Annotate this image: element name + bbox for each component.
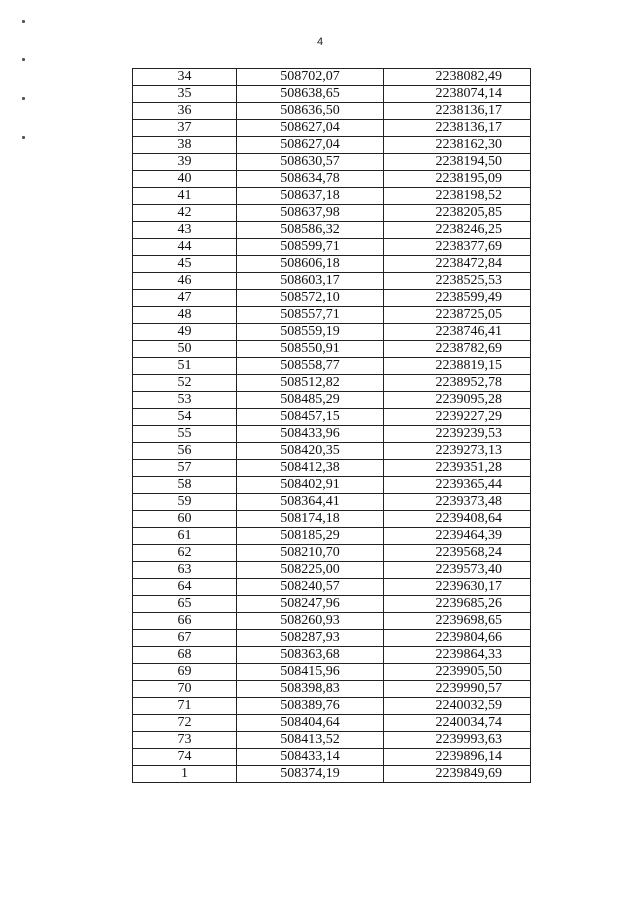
x-coordinate-cell: 508433,96 xyxy=(237,426,384,443)
x-coordinate-cell: 508606,18 xyxy=(237,256,384,273)
table-row xyxy=(133,528,531,545)
point-number-cell: 55 xyxy=(133,426,237,443)
point-number-cell: 72 xyxy=(133,715,237,732)
y-coordinate-cell: 2239568,24 xyxy=(384,545,531,562)
x-coordinate-cell: 508627,04 xyxy=(237,120,384,137)
y-coordinate-cell: 2239804,66 xyxy=(384,630,531,647)
x-coordinate-cell: 508603,17 xyxy=(237,273,384,290)
point-number-cell: 39 xyxy=(133,154,237,171)
x-coordinate-cell: 508559,19 xyxy=(237,324,384,341)
point-number-cell: 67 xyxy=(133,630,237,647)
point-number-cell: 73 xyxy=(133,732,237,749)
x-coordinate-cell: 508572,10 xyxy=(237,290,384,307)
table-row xyxy=(133,205,531,222)
y-coordinate-cell: 2239864,33 xyxy=(384,647,531,664)
table-row xyxy=(133,103,531,120)
y-coordinate-cell: 2239373,48 xyxy=(384,494,531,511)
x-coordinate-cell: 508637,98 xyxy=(237,205,384,222)
table-row xyxy=(133,545,531,562)
table-row xyxy=(133,477,531,494)
x-coordinate-cell: 508287,93 xyxy=(237,630,384,647)
point-number-cell: 71 xyxy=(133,698,237,715)
point-number-cell: 40 xyxy=(133,171,237,188)
point-number-cell: 49 xyxy=(133,324,237,341)
x-coordinate-cell: 508247,96 xyxy=(237,596,384,613)
x-coordinate-cell: 508702,07 xyxy=(237,69,384,86)
point-number-cell: 57 xyxy=(133,460,237,477)
x-coordinate-cell: 508185,29 xyxy=(237,528,384,545)
y-coordinate-cell: 2239365,44 xyxy=(384,477,531,494)
point-number-cell: 66 xyxy=(133,613,237,630)
table-row xyxy=(133,766,531,783)
y-coordinate-cell: 2239993,63 xyxy=(384,732,531,749)
x-coordinate-cell: 508374,19 xyxy=(237,766,384,783)
point-number-cell: 62 xyxy=(133,545,237,562)
point-number-cell: 44 xyxy=(133,239,237,256)
point-number-cell: 56 xyxy=(133,443,237,460)
y-coordinate-cell: 2238136,17 xyxy=(384,103,531,120)
table-row xyxy=(133,409,531,426)
table-row xyxy=(133,647,531,664)
scan-margin-mark xyxy=(22,58,25,61)
point-number-cell: 63 xyxy=(133,562,237,579)
y-coordinate-cell: 2238782,69 xyxy=(384,341,531,358)
y-coordinate-cell: 2238725,05 xyxy=(384,307,531,324)
point-number-cell: 65 xyxy=(133,596,237,613)
x-coordinate-cell: 508404,64 xyxy=(237,715,384,732)
x-coordinate-cell: 508557,71 xyxy=(237,307,384,324)
point-number-cell: 74 xyxy=(133,749,237,766)
y-coordinate-cell: 2238082,49 xyxy=(384,69,531,86)
table-row xyxy=(133,324,531,341)
table-row xyxy=(133,630,531,647)
y-coordinate-cell: 2239573,40 xyxy=(384,562,531,579)
table-row xyxy=(133,460,531,477)
y-coordinate-cell: 2238952,78 xyxy=(384,375,531,392)
y-coordinate-cell: 2238194,50 xyxy=(384,154,531,171)
point-number-cell: 64 xyxy=(133,579,237,596)
table-row xyxy=(133,290,531,307)
table-row xyxy=(133,307,531,324)
point-number-cell: 61 xyxy=(133,528,237,545)
x-coordinate-cell: 508389,76 xyxy=(237,698,384,715)
point-number-cell: 50 xyxy=(133,341,237,358)
x-coordinate-cell: 508398,83 xyxy=(237,681,384,698)
point-number-cell: 58 xyxy=(133,477,237,494)
y-coordinate-cell: 2239849,69 xyxy=(384,766,531,783)
x-coordinate-cell: 508402,91 xyxy=(237,477,384,494)
y-coordinate-cell: 2240034,74 xyxy=(384,715,531,732)
table-row xyxy=(133,596,531,613)
table-row xyxy=(133,579,531,596)
x-coordinate-cell: 508457,15 xyxy=(237,409,384,426)
point-number-cell: 47 xyxy=(133,290,237,307)
point-number-cell: 46 xyxy=(133,273,237,290)
y-coordinate-cell: 2239273,13 xyxy=(384,443,531,460)
point-number-cell: 52 xyxy=(133,375,237,392)
point-number-cell: 54 xyxy=(133,409,237,426)
x-coordinate-cell: 508174,18 xyxy=(237,511,384,528)
table-row xyxy=(133,86,531,103)
y-coordinate-cell: 2239095,28 xyxy=(384,392,531,409)
table-row xyxy=(133,69,531,86)
table-row xyxy=(133,358,531,375)
x-coordinate-cell: 508420,35 xyxy=(237,443,384,460)
table-row xyxy=(133,494,531,511)
x-coordinate-cell: 508636,50 xyxy=(237,103,384,120)
point-number-cell: 68 xyxy=(133,647,237,664)
y-coordinate-cell: 2238377,69 xyxy=(384,239,531,256)
table-row xyxy=(133,392,531,409)
table-row xyxy=(133,171,531,188)
y-coordinate-cell: 2238746,41 xyxy=(384,324,531,341)
y-coordinate-cell: 2238198,52 xyxy=(384,188,531,205)
y-coordinate-cell: 2240032,59 xyxy=(384,698,531,715)
x-coordinate-cell: 508210,70 xyxy=(237,545,384,562)
x-coordinate-cell: 508433,14 xyxy=(237,749,384,766)
y-coordinate-cell: 2238074,14 xyxy=(384,86,531,103)
x-coordinate-cell: 508485,29 xyxy=(237,392,384,409)
table-row xyxy=(133,222,531,239)
point-number-cell: 35 xyxy=(133,86,237,103)
point-number-cell: 60 xyxy=(133,511,237,528)
x-coordinate-cell: 508558,77 xyxy=(237,358,384,375)
x-coordinate-cell: 508260,93 xyxy=(237,613,384,630)
x-coordinate-cell: 508364,41 xyxy=(237,494,384,511)
y-coordinate-cell: 2239351,28 xyxy=(384,460,531,477)
y-coordinate-cell: 2239990,57 xyxy=(384,681,531,698)
table-row xyxy=(133,239,531,256)
y-coordinate-cell: 2238819,15 xyxy=(384,358,531,375)
point-number-cell: 51 xyxy=(133,358,237,375)
y-coordinate-cell: 2238162,30 xyxy=(384,137,531,154)
y-coordinate-cell: 2239227,29 xyxy=(384,409,531,426)
scan-margin-mark xyxy=(22,97,25,100)
table-row xyxy=(133,613,531,630)
y-coordinate-cell: 2239408,64 xyxy=(384,511,531,528)
y-coordinate-cell: 2238472,84 xyxy=(384,256,531,273)
y-coordinate-cell: 2239698,65 xyxy=(384,613,531,630)
point-number-cell: 37 xyxy=(133,120,237,137)
x-coordinate-cell: 508599,71 xyxy=(237,239,384,256)
point-number-cell: 69 xyxy=(133,664,237,681)
scan-margin-mark xyxy=(22,20,25,23)
point-number-cell: 48 xyxy=(133,307,237,324)
table-row xyxy=(133,749,531,766)
table-row xyxy=(133,664,531,681)
y-coordinate-cell: 2239464,39 xyxy=(384,528,531,545)
point-number-cell: 70 xyxy=(133,681,237,698)
table-row xyxy=(133,273,531,290)
point-number-cell: 38 xyxy=(133,137,237,154)
y-coordinate-cell: 2239905,50 xyxy=(384,664,531,681)
point-number-cell: 53 xyxy=(133,392,237,409)
y-coordinate-cell: 2238246,25 xyxy=(384,222,531,239)
point-number-cell: 36 xyxy=(133,103,237,120)
point-number-cell: 43 xyxy=(133,222,237,239)
x-coordinate-cell: 508638,65 xyxy=(237,86,384,103)
table-row xyxy=(133,256,531,273)
x-coordinate-cell: 508627,04 xyxy=(237,137,384,154)
point-number-cell: 42 xyxy=(133,205,237,222)
table-row xyxy=(133,120,531,137)
table-row xyxy=(133,426,531,443)
x-coordinate-cell: 508415,96 xyxy=(237,664,384,681)
table-row xyxy=(133,681,531,698)
table-row xyxy=(133,511,531,528)
table-row xyxy=(133,188,531,205)
x-coordinate-cell: 508412,38 xyxy=(237,460,384,477)
x-coordinate-cell: 508630,57 xyxy=(237,154,384,171)
y-coordinate-cell: 2239685,26 xyxy=(384,596,531,613)
page-number: 4 xyxy=(316,36,324,48)
table-row xyxy=(133,154,531,171)
y-coordinate-cell: 2239896,14 xyxy=(384,749,531,766)
y-coordinate-cell: 2238195,09 xyxy=(384,171,531,188)
x-coordinate-cell: 508240,57 xyxy=(237,579,384,596)
y-coordinate-cell: 2239239,53 xyxy=(384,426,531,443)
scan-margin-mark xyxy=(22,136,25,139)
x-coordinate-cell: 508586,32 xyxy=(237,222,384,239)
x-coordinate-cell: 508634,78 xyxy=(237,171,384,188)
table-row xyxy=(133,375,531,392)
y-coordinate-cell: 2238205,85 xyxy=(384,205,531,222)
table-row xyxy=(133,443,531,460)
point-number-cell: 45 xyxy=(133,256,237,273)
point-number-cell: 34 xyxy=(133,69,237,86)
y-coordinate-cell: 2239630,17 xyxy=(384,579,531,596)
table-row xyxy=(133,341,531,358)
table-row xyxy=(133,137,531,154)
x-coordinate-cell: 508550,91 xyxy=(237,341,384,358)
y-coordinate-cell: 2238136,17 xyxy=(384,120,531,137)
x-coordinate-cell: 508512,82 xyxy=(237,375,384,392)
point-number-cell: 41 xyxy=(133,188,237,205)
point-number-cell: 59 xyxy=(133,494,237,511)
point-number-cell: 1 xyxy=(133,766,237,783)
x-coordinate-cell: 508225,00 xyxy=(237,562,384,579)
coordinates-table-body xyxy=(133,69,531,783)
table-row xyxy=(133,698,531,715)
x-coordinate-cell: 508413,52 xyxy=(237,732,384,749)
table-row xyxy=(133,562,531,579)
x-coordinate-cell: 508363,68 xyxy=(237,647,384,664)
y-coordinate-cell: 2238525,53 xyxy=(384,273,531,290)
table-row xyxy=(133,732,531,749)
coordinates-table xyxy=(132,68,531,783)
table-row xyxy=(133,715,531,732)
y-coordinate-cell: 2238599,49 xyxy=(384,290,531,307)
x-coordinate-cell: 508637,18 xyxy=(237,188,384,205)
